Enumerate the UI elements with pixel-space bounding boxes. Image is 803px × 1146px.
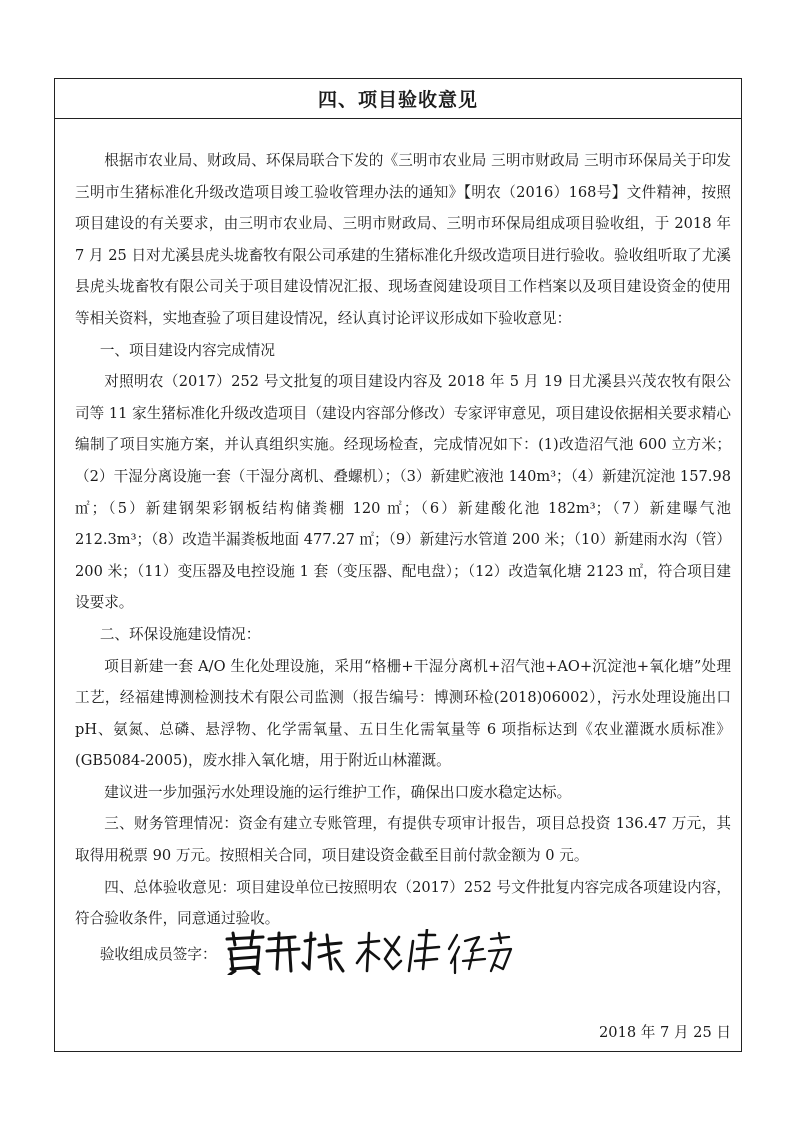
handwritten-signatures — [223, 929, 513, 975]
intro-paragraph: 根据市农业局、财政局、环保局联合下发的《三明市农业局 三明市财政局 三明市环保局关于印发三明市生猪标准化升级改造项目竣工验收管理办法的通知》【明农（2016）168号】文件精神，按照项目建设的有关要求，由三明市农业局、三明市财政局、三明市环保局组成项目验收组，于 2018 年 7 月 25 日对尤溪县虎头垅畜牧有限公司承建的生猪标准化升级改造项目进行验收。验收组听取了尤溪县虎头垅畜牧有限公司关于项目建设情况汇报、现场查阅建设项目工作档案以及项目建设资金的使用等相关资料，实地查验了项目建设情况，经认真讨论评议形成如下验收意见： — [75, 152, 731, 327]
title-row — [55, 79, 741, 119]
document-frame — [54, 78, 742, 1052]
section2-heading: 二、环保设施建设情况： — [99, 625, 261, 643]
document-date: 2018 年 7 月 25 日 — [599, 1024, 731, 1041]
page-title: 四、项目验收意见 — [317, 89, 478, 111]
section2-suggestion: 建议进一步加强污水处理设施的运行维护工作，确保出口废水稳定达标。 — [104, 783, 572, 801]
section1-heading: 一、项目建设内容完成情况 — [99, 341, 275, 359]
sign-label: 验收组成员签字： — [99, 946, 217, 964]
section1-body: 对照明农（2017）252 号文批复的项目建设内容及 2018 年 5 月 19 日尤溪县兴茂农牧有限公司等 11 家生猪标准化升级改造项目（建设内容部分修改）专家评审意见，项目建设依据相关要求精心编制了项目实施方案，并认真组织实施。经现场检查，完成情况如下：(1)改造沼气池 600 立方米；（2）干湿分离设施一套（干湿分离机、叠螺机）；（3）新建贮液池 140m³；（4）新建沉淀池 157.98 ㎡；（5）新建钢架彩钢板结构储粪棚 120 ㎡；（6）新建酸化池 182m³；（7）新建曝气池 212.3m³；（8）改造半漏粪板地面 477.27 ㎡；（9）新建污水管道 200 米；（10）新建雨水沟（管）200 米；（11）变压器及电控设施 1 套（变压器、配电盘）；（12）改造氧化塘 2123 ㎡，符合项目建设要求。 — [75, 373, 731, 612]
section2-body: 项目新建一套 A/O 生化处理设施，采用“格栅+干湿分离机+沼气池+AO+沉淀池+氧化塘”处理工艺，经福建博测检测技术有限公司监测（报告编号：博测环检(2018)06002），污水处理设施出口 pH、氨氮、总磷、悬浮物、化学需氧量、五日生化需氧量等 6 项指标达到《农业灌溉水质标准》(GB5084-2005)，废水排入氧化塘，用于附近山林灌溉。 — [75, 657, 731, 770]
signature-row — [75, 935, 731, 975]
document-body — [75, 145, 731, 975]
section4-paragraph: 四、总体验收意见：项目建设单位已按照明农（2017）252 号文件批复内容完成各项建设内容，符合验收条件，同意通过验收。 — [75, 878, 731, 928]
section3-paragraph: 三、财务管理情况：资金有建立专账管理，有提供专项审计报告，项目总投资 136.47 万元，其取得用税票 90 万元。按照相关合同，项目建设资金截至目前付款金额为 0 元。 — [75, 815, 731, 865]
